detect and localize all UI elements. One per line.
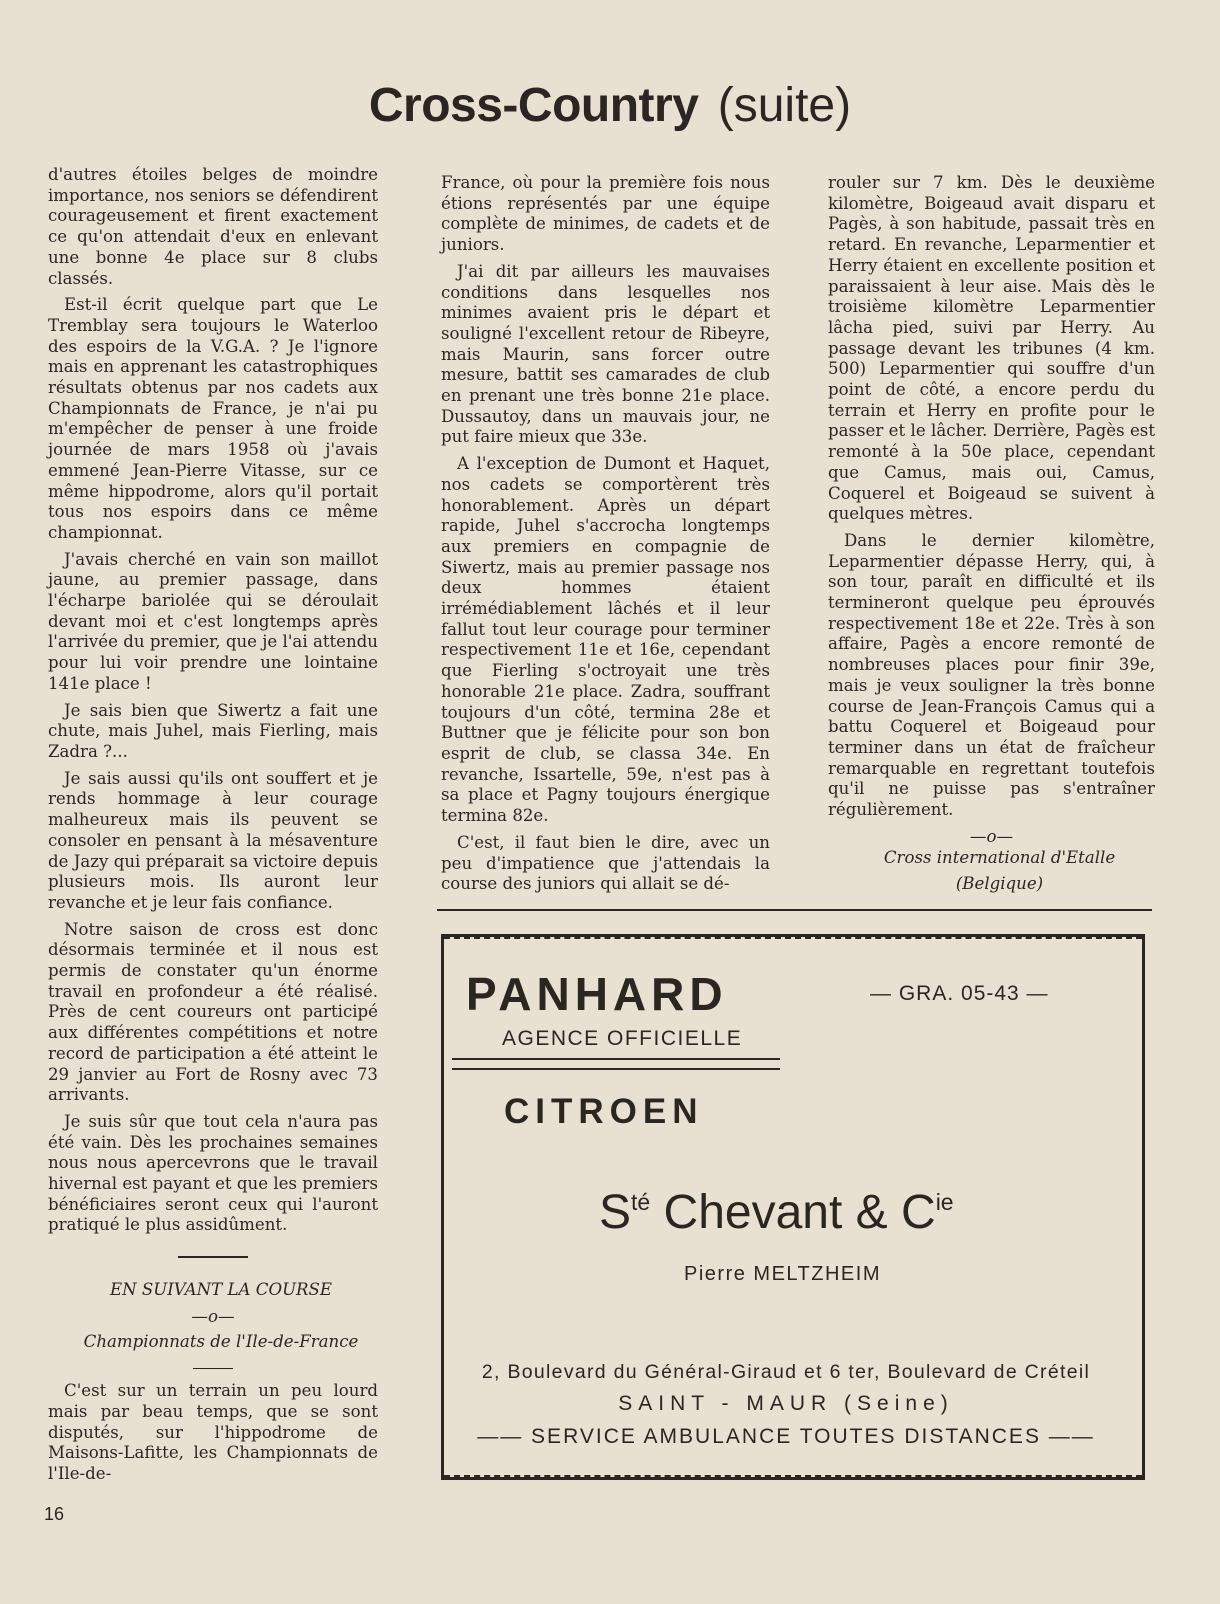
ad-address: 2, Boulevard du Général-Giraud et 6 ter, Boulevard de Créteil [481,1361,1091,1383]
section-heading: EN SUIVANT LA COURSE [109,1280,333,1300]
separator: —o— [969,826,1014,846]
ad-company-st: S [599,1186,632,1239]
paragraph: J'ai dit par ailleurs les mauvaises conditions dans lesquelles nos minimes avaient pris le départ et souligné l'excellent retour de Ribeyre, mais Maurin, sans forcer outre mesure, battit ses camarades de club en prenant une très bonne 21e place. Dussautoy, dans un mauvais jour, ne put faire mieux que 33e. [441,261,770,447]
ad-divider [452,1058,780,1060]
ad-owner: Pierre MELTZHEIM [684,1263,881,1285]
ad-phone: — GRA. 05-43 — [870,982,1049,1005]
ad-company-name [599,1185,954,1240]
page-number: 16 [44,1504,65,1524]
title-main: Cross-Country [368,79,699,132]
paragraph: C'est sur un terrain un peu lourd mais par beau temps, que se sont disputés, sur l'hippodrome de Maisons-Lafitte, les Championnats de l'Ile-de- [48,1381,378,1484]
next-section-title: Cross international d'Etalle [883,847,1116,867]
ad-city: SAINT - MAUR (Seine) [618,1392,954,1415]
section-subheading: Championnats de l'Ile-de-France [83,1331,359,1351]
article-column-3 [828,173,1155,901]
paragraph: J'avais cherché en vain son maillot jaune, au premier passage, dans l'écharpe bariolée qui se déroulait devant moi et c'est longtemps après l'arrivée du premier, que je l'ai attendu pour lui voir prendre une lointaine 141e place ! [48,549,378,693]
ad-brand-citroen: CITROEN [504,1092,704,1131]
separator: —o— [191,1306,235,1326]
ad-company-st-sup: té [631,1189,651,1215]
paragraph: A l'exception de Dumont et Haquet, nos cadets se comportèrent très honorablement. Après un départ rapide, Juhel s'accrocha longtemps aux premiers en compagnie de Siwertz, mais au premier passage nos deux hommes étaient irrémédiablement lâchés et il leur fallut tout leur courage pour terminer respectivement 11e et 16e, cependant que Fierling s'octroyait une très honorable 21e place. Zadra, souffrant toujours d'un côté, termina 28e et Buttner que je félicite pour son bon esprit de club, se classa 34e. En revanche, Issartelle, 59e, n'est pas à sa place et Pagny toujours énergique termina 82e. [441,454,770,826]
paragraph: Est-il écrit quelque part que Le Tremblay sera toujours le Waterloo des espoirs de la V.G.A. ? Je l'ignore mais en apprenant les catastrophiques résultats obtenus par nos cadets aux Championnats de France, je n'ai pu m'empêcher de penser à une froide journée de mars 1958 où j'avais emmené Jean-Pierre Vitasse, sur ce même hippodrome, alors qu'il portait tous nos espoirs dans ce même championnat. [48,295,378,542]
paragraph: France, où pour la première fois nous étions représentés par une équipe complète de minimes, de cadets et de juniors. [441,173,770,255]
article-column-1 [48,165,378,1491]
title-suite: (suite) [717,79,852,132]
ad-company-sup: ie [935,1189,954,1215]
paragraph: C'est, il faut bien le dire, avec un peu d'impatience que j'attendais la course des juniors qui allait se dé- [441,832,770,894]
page-title [0,78,1220,133]
paragraph: Je suis sûr que tout cela n'aura pas été vain. Dès les prochaines semaines nous nous apercevrons que le travail hivernal est payant et que les premiers bénéficiaires seront ceux qui l'auront pratiqué le plus assidûment. [48,1111,378,1235]
paragraph: Dans le dernier kilomètre, Leparmentier dépasse Herry, qui, à son tour, paraît en difficulté et ils termineront quelque peu éprouvés respectivement 18e et 22e. Très à son affaire, Pagès a encore remonté de nombreuses places pour finir 39e, mais je veux souligner la très bonne course de Jean-François Camus qui a battu Coquerel et Boigeaud pour terminer dans un état de fraîcheur remarquable en regrettant toutefois qu'il ne puisse pas s'entraîner régulièrement. [828,530,1155,820]
next-section-subtitle: (Belgique) [955,874,1044,894]
paragraph: Notre saison de cross est donc désormais terminée et il nous est permis de constater qu'un énorme travail en profondeur a été réalisé. Près de cent coureurs ont participé aux différentes compétitions et notre record de participation a été atteint le 29 janvier au Fort de Rosny avec 73 arrivants. [48,919,378,1105]
ad-divider [452,1068,780,1070]
ad-brand-panhard: PANHARD [466,968,728,1020]
ad-service: —— SERVICE AMBULANCE TOUTES DISTANCES —— [477,1425,1095,1448]
paragraph: d'autres étoiles belges de moindre importance, nos seniors se défendirent courageusement et firent exactement ce qu'on attendait d'eux en enlevant une bonne 4e place sur 8 clubs classés. [48,165,378,288]
paragraph: Je sais bien que Siwertz a fait une chute, mais Juhel, mais Fierling, mais Zadra ?... [48,700,378,761]
paragraph: rouler sur 7 km. Dès le deuxième kilomètre, Boigeaud avait disparu et Pagès, à son habitude, passait très en retard. En revanche, Leparmentier et Herry étaient en excellente position et paraissaient à leur aise. Mais dès le troisième kilomètre Leparmentier lâcha pied, suivi par Herry. Au passage devant les tribunes (4 km. 500) Leparmentier qui souffre d'un point de côté, a encore perdu du terrain et Herry en profite pour le passer et le lâcher. Derrière, Pagès est remonté à la 50e place, cependant que Camus, mais oui, Camus, Coquerel et Boigeaud se suivent à quelques mètres. [828,173,1155,524]
article-column-2 [441,173,770,901]
horizontal-rule [437,909,1152,911]
advertisement-box [441,934,1145,1480]
ad-agence: AGENCE OFFICIELLE [502,1027,743,1050]
ad-company-main: Chevant & C [663,1186,936,1239]
paragraph: Je sais aussi qu'ils ont souffert et je rends hommage à leur courage malheureux mais ils peuvent se consoler en pensant à la mésaventure de Jazy qui préparait sa victoire depuis plusieurs mois. Ils auront leur revanche et je leur fais confiance. [48,768,378,912]
